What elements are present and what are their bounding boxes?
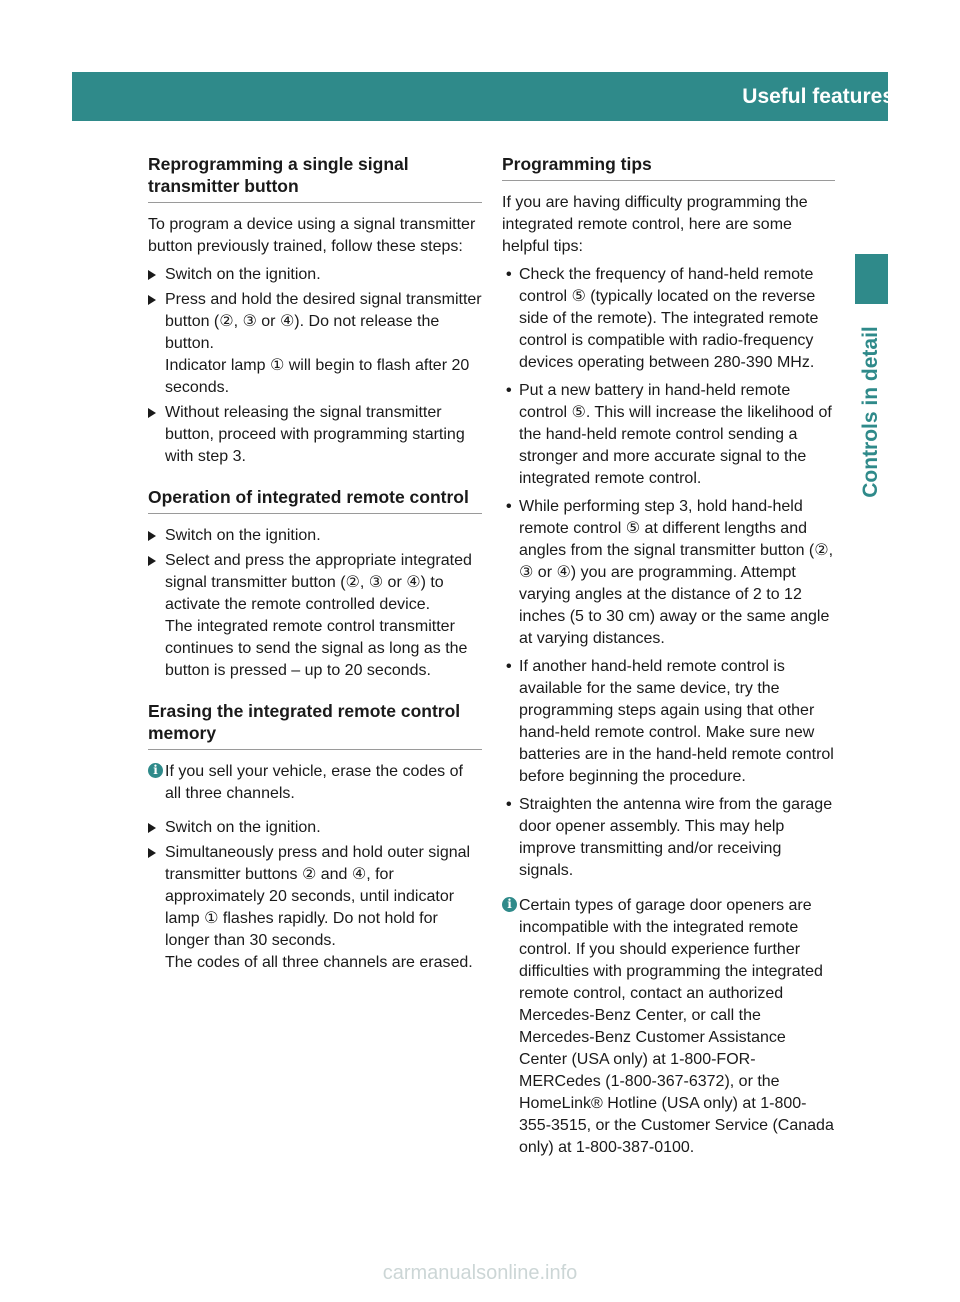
tip-item: • While performing step 3, hold hand-held remote control ⑤ at different lengths and angles from the signal transmitter button (②, ③ or ④) you are programming. Attempt varying angles at the distance of 2 to 12 inches (5 to 30 cm) away or the same angle at varying distances. [506, 498, 834, 647]
info-icon: i [148, 763, 163, 778]
info-icon: i [502, 897, 517, 912]
intro-reprogramming: To program a device using a signal transmitter button previously trained, follow these steps: [148, 216, 476, 255]
steps-reprogramming [148, 264, 482, 468]
page-number: 215 [919, 90, 949, 109]
step-arrow-icon [148, 408, 156, 418]
step-arrow-icon [148, 848, 156, 858]
step-item: Simultaneously press and hold outer signal transmitter buttons ② and ④, for approximately 20 seconds, until indicator lamp ① flashes rapidly. Do not hold for longer than 30 seconds. The codes of all three channels are erased. [148, 842, 482, 974]
header-divider [903, 72, 906, 121]
tip-item: • Check the frequency of hand-held remote control ⑤ (typically located on the reverse side of the remote). The integrated remote control is compatible with radio-frequency devices operating between 280-390 MHz. [506, 266, 819, 371]
tip-item: • If another hand-held remote control is available for the same device, try the programming steps again using that other hand-held remote control. Make sure new batteries are in the hand-held remote control before beginning the procedure. [506, 658, 834, 785]
section-title: Useful features [742, 85, 894, 108]
step-arrow-icon [148, 556, 156, 566]
watermark: carmanualsonline.info [382, 1262, 578, 1284]
heading-erasing: Erasing the integrated remote control memory [148, 700, 482, 750]
step-item: Select and press the appropriate integrated signal transmitter button (②, ③ or ④) to activate the remote controlled device. The integrated remote control transmitter continues to send the signal as long as the button is pressed – up to 20 seconds. [148, 550, 482, 682]
step-arrow-icon [148, 270, 156, 280]
heading-programming-tips: Programming tips [502, 153, 835, 181]
header-bar [72, 72, 949, 121]
intro-programming-tips: If you are having difficulty programming the integrated remote control, here are some helpful tips: [502, 194, 808, 255]
step-item: Switch on the ignition. [148, 817, 482, 839]
side-tab-marker [855, 254, 888, 304]
step-arrow-icon [148, 295, 156, 305]
tip-item: • Put a new battery in hand-held remote control ⑤. This will increase the likelihood of the hand-held remote control sending a stronger and more accurate signal to the integrated remote control. [506, 382, 832, 487]
side-tab-label: Controls in detail [859, 326, 882, 498]
step-item: Switch on the ignition. [148, 525, 482, 547]
heading-operation: Operation of integrated remote control [148, 486, 482, 514]
note-garage-openers: i Certain types of garage door openers are incompatible with the integrated remote control. If you should experience further difficulties with programming the integrated remote control, contact an authorized Mercedes-Benz Center, or call the Mercedes-Benz Customer Assistance Center (USA only) at 1-800-FOR-MERCedes (1-800-367-6372), or the HomeLink® Hotline (USA only) at 1-800-355-3515, or the Customer Service (Canada only) at 1-800-387-0100. [502, 895, 835, 1159]
heading-reprogramming: Reprogramming a single signal transmitter button [148, 153, 482, 203]
tip-item: • Straighten the antenna wire from the garage door opener assembly. This may help improve transmitting and/or receiving signals. [506, 796, 833, 879]
steps-erasing [148, 817, 482, 974]
note-erasing: i If you sell your vehicle, erase the codes of all three channels. [148, 761, 482, 805]
step-item: Without releasing the signal transmitter button, proceed with programming starting with step 3. [148, 402, 482, 468]
step-arrow-icon [148, 531, 156, 541]
right-column [502, 153, 835, 1171]
steps-operation [148, 525, 482, 682]
tips-list [502, 264, 835, 882]
step-arrow-icon [148, 823, 156, 833]
step-item: Switch on the ignition. [148, 264, 482, 286]
step-item: Press and hold the desired signal transmitter button (②, ③ or ④). Do not release the button. Indicator lamp ① will begin to flash after 20 seconds. [148, 289, 482, 399]
left-column [148, 153, 482, 987]
